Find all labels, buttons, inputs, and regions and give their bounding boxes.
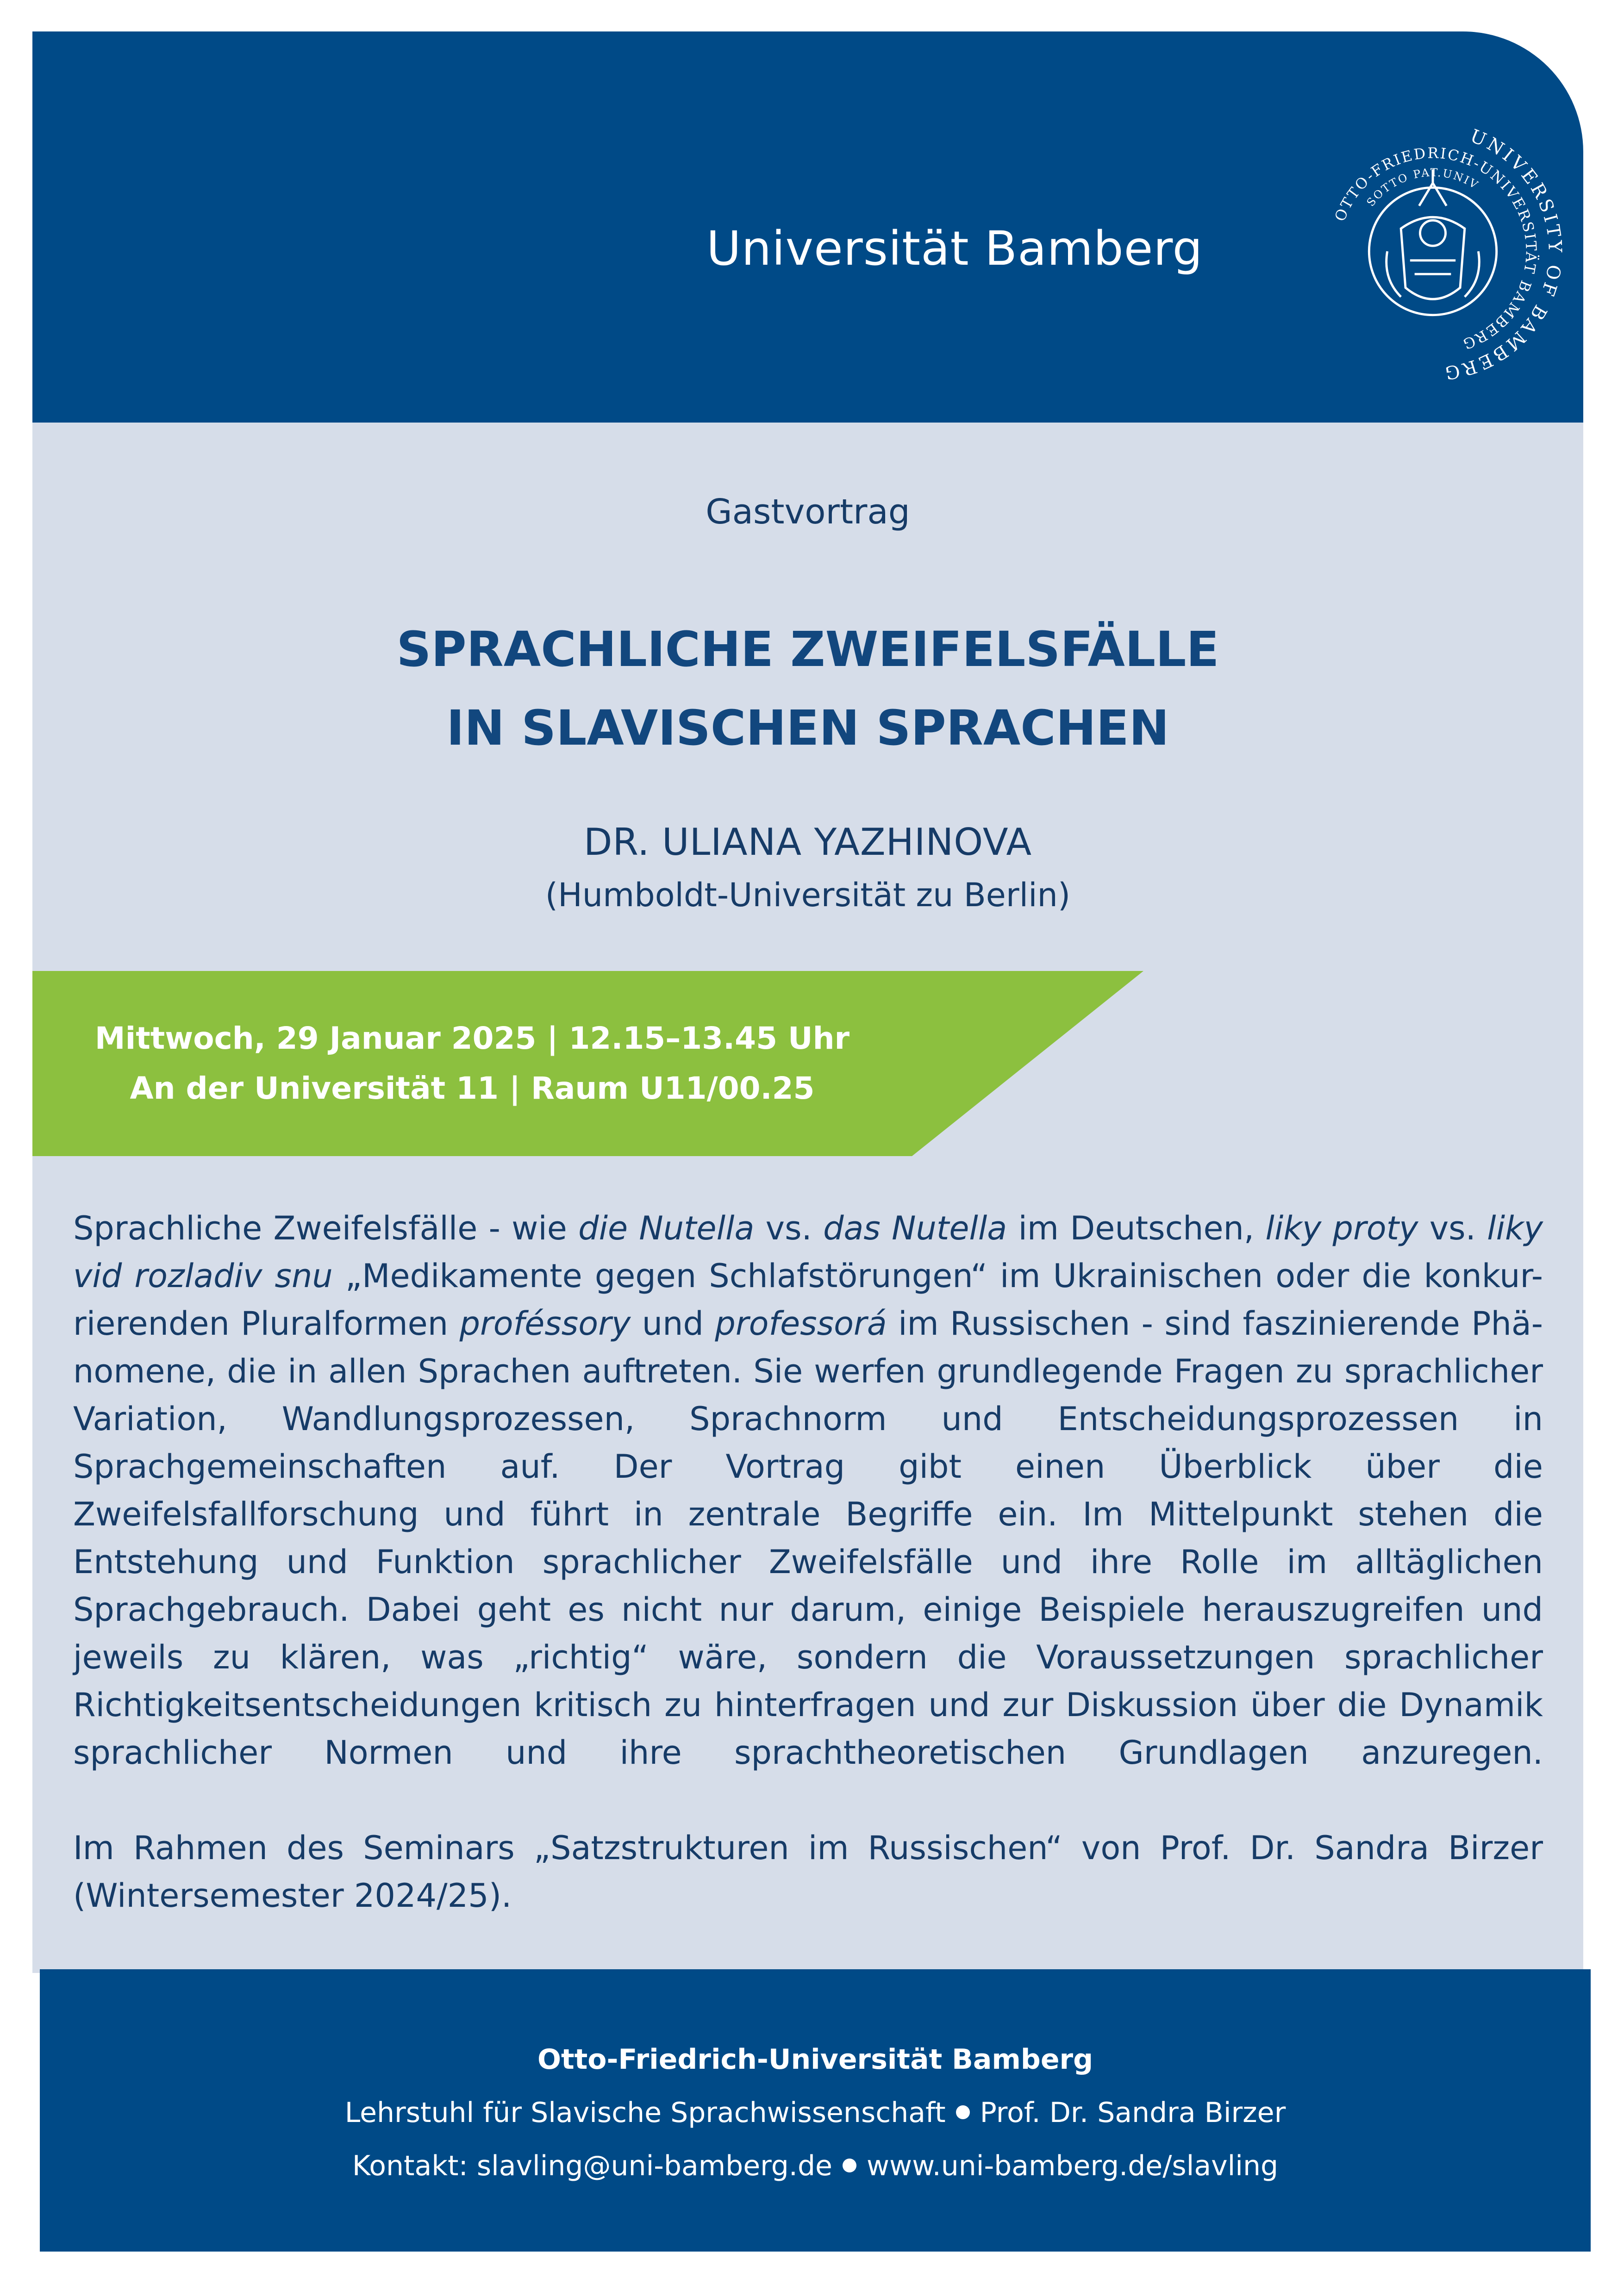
event-title-line-1: SPRACHLICHE ZWEIFELSFÄLLE	[396, 621, 1219, 678]
event-title	[32, 610, 1583, 767]
seminar-note: Im Rahmen des Seminars „Satzstrukturen im Russischen“ von Prof. Dr. Sandra Birzer (Wintersemester 2024/25).	[73, 1829, 1543, 1915]
footer-contact-line	[40, 2150, 1591, 2182]
bullet-icon	[956, 2105, 970, 2119]
seal-middle-text: OTTO-FRIEDRICH-UNIVERSITÄT BAMBERG	[1331, 145, 1539, 353]
speaker-affiliation: (Humboldt-Universität zu Berlin)	[545, 876, 1071, 914]
speaker-name: DR. ULIANA YAZHINOVA	[583, 821, 1032, 864]
header-banner	[32, 31, 1583, 423]
university-name: Universität Bamberg	[706, 221, 1203, 276]
university-seal-icon	[1296, 115, 1569, 388]
abstract-text	[73, 1205, 1543, 1920]
footer-banner	[40, 1969, 1591, 2252]
bullet-icon	[843, 2159, 856, 2172]
content-panel	[32, 423, 1583, 1973]
footer-organization: Otto-Friedrich-Universität Bamberg	[537, 2043, 1093, 2076]
event-location: An der Universität 11 | Raum U11/00.25	[130, 1070, 815, 1106]
footer-chair: Lehrstuhl für Slavische Sprachwissenschaft	[344, 2097, 946, 2129]
footer-professor: Prof. Dr. Sandra Birzer	[980, 2097, 1286, 2129]
event-date-time: Mittwoch, 29 Januar 2025 | 12.15–13.45 Uhr	[94, 1020, 850, 1056]
seal-inner-text: SOTTO PAT.UNIV	[1364, 166, 1481, 209]
website-link[interactable]: www.uni-bamberg.de/slavling	[866, 2150, 1279, 2182]
footer-chair-line	[40, 2097, 1591, 2129]
seal-outer-text: UNIVERSITY OF BAMBERG	[1441, 125, 1566, 384]
contact-email-link[interactable]: Kontakt: slavling@uni-bamberg.de	[352, 2150, 832, 2182]
abstract-paragraph: Sprachliche Zweifelsfälle - wie die Nutella vs. das Nutella im Deutschen, liky proty vs. liky vid rozladiv snu „Medikamente gegen Schlafstörungen“ im Ukrainischen oder die konkur- rierenden Pluralformen proféssory und professorá im Russischen - sind faszinierende Phä- nomene, die in allen Sprachen auftreten. Sie werfen grundlegende Fragen zu sprachlicher Variation, Wandlungsprozessen, Sprachnorm und Entscheidungsprozessen in Sprachgemeinschaften auf. Der Vortrag gibt einen Überblick über die Zweifelsfallforschung und führt in zentrale Begriffe ein. Im Mittelpunkt stehen die Entstehung und Funktion sprachlicher Zweifelsfälle und ihre Rolle im alltäglichen Sprachgebrauch. Dabei geht es nicht nur darum, einige Beispiele herauszugreifen und jeweils zu klären, was „richtig“ wäre, sondern die Voraussetzungen sprachlicher Richtigkeitsentscheidungen kritisch zu hinterfragen und zur Diskussion über die Dynamik sprachlicher Normen und ihre sprachtheoretischen Grundlagen anzuregen.	[73, 1209, 1543, 1772]
event-title-line-2: IN SLAVISCHEN SPRACHEN	[446, 700, 1169, 756]
date-banner	[32, 971, 1143, 1156]
event-type: Gastvortrag	[706, 492, 910, 532]
